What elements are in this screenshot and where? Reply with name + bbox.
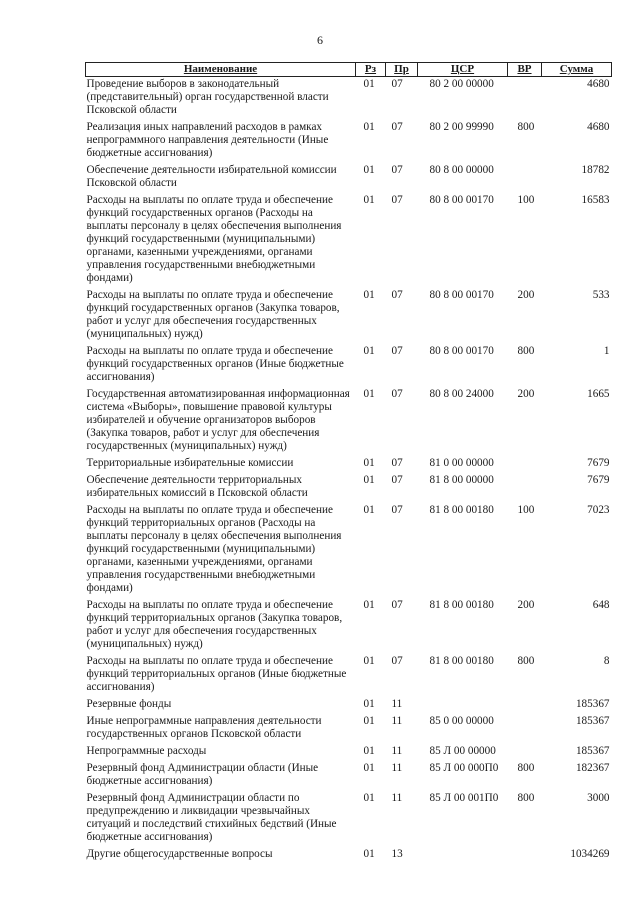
cell-name: Резервный фонд Администрации области по предупреждению и ликвидации чрезвычайных ситуаций и последствий стихийных бедствий (Иные бюджетные ассигнования)	[86, 792, 337, 843]
cell-rz: 01	[363, 457, 375, 469]
table-header-row	[86, 63, 612, 77]
cell-vr: 800	[517, 345, 535, 357]
cell-pr: 11	[391, 698, 403, 710]
cell-csr: 81 0 00 00000	[429, 457, 494, 469]
cell-name: Расходы на выплаты по оплате труда и обеспечение функций территориальных органов (Иные бюджетные ассигнования)	[86, 655, 347, 693]
cell-vr	[508, 473, 542, 503]
cell-sum: 4680	[587, 121, 610, 133]
cell-name: Непрограммные расходы	[86, 745, 207, 757]
cell-csr: 80 8 00 00170	[429, 345, 494, 357]
cell-csr: 85 Л 00 001П0	[429, 792, 499, 804]
table-row	[86, 598, 612, 654]
table-row	[86, 744, 612, 761]
cell-rz: 01	[363, 762, 375, 774]
cell-sum: 1034269	[570, 848, 610, 860]
cell-rz: 01	[363, 792, 375, 804]
cell-vr: 200	[517, 289, 535, 301]
cell-sum: 1665	[587, 388, 610, 400]
cell-rz: 01	[363, 121, 375, 133]
cell-vr: 200	[517, 599, 535, 611]
cell-pr: 07	[391, 655, 403, 667]
cell-csr: 85 0 00 00000	[429, 715, 494, 727]
cell-csr: 80 8 00 00170	[429, 289, 494, 301]
cell-rz: 01	[363, 194, 375, 206]
cell-pr: 07	[391, 289, 403, 301]
cell-sum: 18782	[581, 164, 610, 176]
cell-rz: 01	[363, 345, 375, 357]
cell-csr: 85 Л 00 00000	[429, 745, 496, 757]
cell-sum: 7679	[587, 474, 610, 486]
cell-vr: 800	[517, 121, 535, 133]
table-row	[86, 791, 612, 847]
cell-rz: 01	[363, 745, 375, 757]
table-row	[86, 120, 612, 163]
cell-name: Расходы на выплаты по оплате труда и обеспечение функций территориальных органов (Закупка товаров, работ и услуг для обеспечения государственных (муниципальных) нужд)	[86, 599, 343, 650]
table-row	[86, 714, 612, 744]
cell-csr: 80 8 00 00000	[429, 164, 494, 176]
cell-pr: 11	[391, 792, 403, 804]
cell-name: Расходы на выплаты по оплате труда и обеспечение функций государственных органов (Расходы на выплаты персоналу в целях обеспечения выполнения функций государственными (муниципальными) органами, казенными учреждениями, органами управления государственными внебюджетными фондами)	[86, 194, 342, 284]
cell-pr: 07	[391, 599, 403, 611]
cell-sum: 1	[603, 345, 610, 357]
cell-sum: 8	[603, 655, 610, 667]
header-name: Наименование	[86, 63, 356, 77]
cell-name: Реализация иных направлений расходов в рамках непрограммного направления деятельности (Иные бюджетные ассигнования)	[86, 121, 329, 159]
cell-pr: 07	[391, 457, 403, 469]
cell-rz: 01	[363, 698, 375, 710]
cell-csr: 80 2 00 00000	[429, 78, 494, 90]
cell-rz: 01	[363, 289, 375, 301]
cell-csr: 81 8 00 00180	[429, 504, 494, 516]
cell-sum: 182367	[575, 762, 610, 774]
cell-sum: 4680	[587, 78, 610, 90]
cell-csr: 80 8 00 00170	[429, 194, 494, 206]
cell-name: Обеспечение деятельности избирательной комиссии Псковской области	[86, 164, 337, 189]
cell-vr: 200	[517, 388, 535, 400]
table-row	[86, 654, 612, 697]
table-row	[86, 456, 612, 473]
cell-name: Территориальные избирательные комиссии	[86, 457, 294, 469]
cell-pr: 07	[391, 194, 403, 206]
header-sum: Сумма	[542, 63, 612, 77]
cell-rz: 01	[363, 388, 375, 400]
table-row	[86, 193, 612, 288]
cell-csr: 81 8 00 00180	[429, 655, 494, 667]
cell-csr: 81 8 00 00000	[429, 474, 494, 486]
cell-name: Резервный фонд Администрации области (Иные бюджетные ассигнования)	[86, 762, 319, 787]
cell-name: Проведение выборов в законодательный (представительный) орган государственной власти Псковской области	[86, 78, 329, 116]
cell-name: Расходы на выплаты по оплате труда и обеспечение функций государственных органов (Иные бюджетные ассигнования)	[86, 345, 344, 383]
table-body	[86, 77, 612, 865]
cell-csr	[418, 697, 508, 714]
cell-vr	[508, 697, 542, 714]
page-number: 6	[317, 33, 323, 47]
cell-rz: 01	[363, 655, 375, 667]
table-row	[86, 288, 612, 344]
cell-csr: 81 8 00 00180	[429, 599, 494, 611]
table-row	[86, 503, 612, 598]
cell-vr	[508, 714, 542, 744]
cell-vr	[508, 163, 542, 193]
table-row	[86, 473, 612, 503]
cell-pr: 11	[391, 715, 403, 727]
table-row	[86, 77, 612, 121]
cell-pr: 13	[391, 848, 403, 860]
header-pr: Пр	[386, 63, 418, 77]
cell-pr: 07	[391, 78, 403, 90]
cell-sum: 185367	[575, 698, 610, 710]
cell-vr	[508, 847, 542, 864]
cell-sum: 185367	[575, 715, 610, 727]
cell-sum: 533	[592, 289, 610, 301]
cell-csr: 80 2 00 99990	[429, 121, 494, 133]
cell-vr: 100	[517, 194, 535, 206]
cell-name: Обеспечение деятельности территориальных избирательных комиссий в Псковской области	[86, 474, 308, 499]
cell-rz: 01	[363, 164, 375, 176]
cell-rz: 01	[363, 599, 375, 611]
cell-csr	[418, 847, 508, 864]
header-vr: ВР	[508, 63, 542, 77]
cell-vr: 800	[517, 792, 535, 804]
cell-pr: 07	[391, 504, 403, 516]
cell-rz: 01	[363, 504, 375, 516]
cell-rz: 01	[363, 474, 375, 486]
cell-vr: 800	[517, 762, 535, 774]
cell-csr: 85 Л 00 000П0	[429, 762, 499, 774]
header-csr: ЦСР	[418, 63, 508, 77]
cell-name: Другие общегосударственные вопросы	[86, 848, 273, 860]
cell-sum: 7023	[587, 504, 610, 516]
table-row	[86, 697, 612, 714]
cell-sum: 3000	[587, 792, 610, 804]
cell-name: Резервные фонды	[86, 698, 172, 710]
cell-name: Расходы на выплаты по оплате труда и обеспечение функций территориальных органов (Расходы на выплаты персоналу в целях обеспечения выполнения функций государственными (муниципальными) органами, казенными учреждениями, органами управления государственными внебюджетными фондами)	[86, 504, 342, 594]
cell-pr: 07	[391, 388, 403, 400]
budget-table	[85, 62, 612, 864]
cell-pr: 07	[391, 121, 403, 133]
header-rz: Рз	[356, 63, 386, 77]
cell-name: Иные непрограммные направления деятельности государственных органов Псковской области	[86, 715, 322, 740]
cell-pr: 07	[391, 474, 403, 486]
cell-name: Государственная автоматизированная информационная система «Выборы», повышение правовой культуры избирателей и обучение организаторов выборов (Закупка товаров, работ и услуг для обеспечения государственных (муниципальных) нужд)	[86, 388, 350, 452]
cell-vr	[508, 77, 542, 121]
cell-rz: 01	[363, 78, 375, 90]
cell-sum: 648	[592, 599, 610, 611]
cell-vr	[508, 456, 542, 473]
cell-vr: 800	[517, 655, 535, 667]
cell-sum: 16583	[581, 194, 610, 206]
cell-csr: 80 8 00 24000	[429, 388, 494, 400]
cell-rz: 01	[363, 715, 375, 727]
table-row	[86, 387, 612, 456]
table-row	[86, 847, 612, 864]
table-row	[86, 761, 612, 791]
cell-pr: 07	[391, 345, 403, 357]
cell-sum: 7679	[587, 457, 610, 469]
table-row	[86, 344, 612, 387]
cell-rz: 01	[363, 848, 375, 860]
cell-pr: 07	[391, 164, 403, 176]
cell-pr: 11	[391, 745, 403, 757]
cell-sum: 185367	[575, 745, 610, 757]
table-row	[86, 163, 612, 193]
cell-name: Расходы на выплаты по оплате труда и обеспечение функций государственных органов (Закупка товаров, работ и услуг для обеспечения государственных (муниципальных) нужд)	[86, 289, 340, 340]
cell-pr: 11	[391, 762, 403, 774]
cell-vr: 100	[517, 504, 535, 516]
cell-vr	[508, 744, 542, 761]
